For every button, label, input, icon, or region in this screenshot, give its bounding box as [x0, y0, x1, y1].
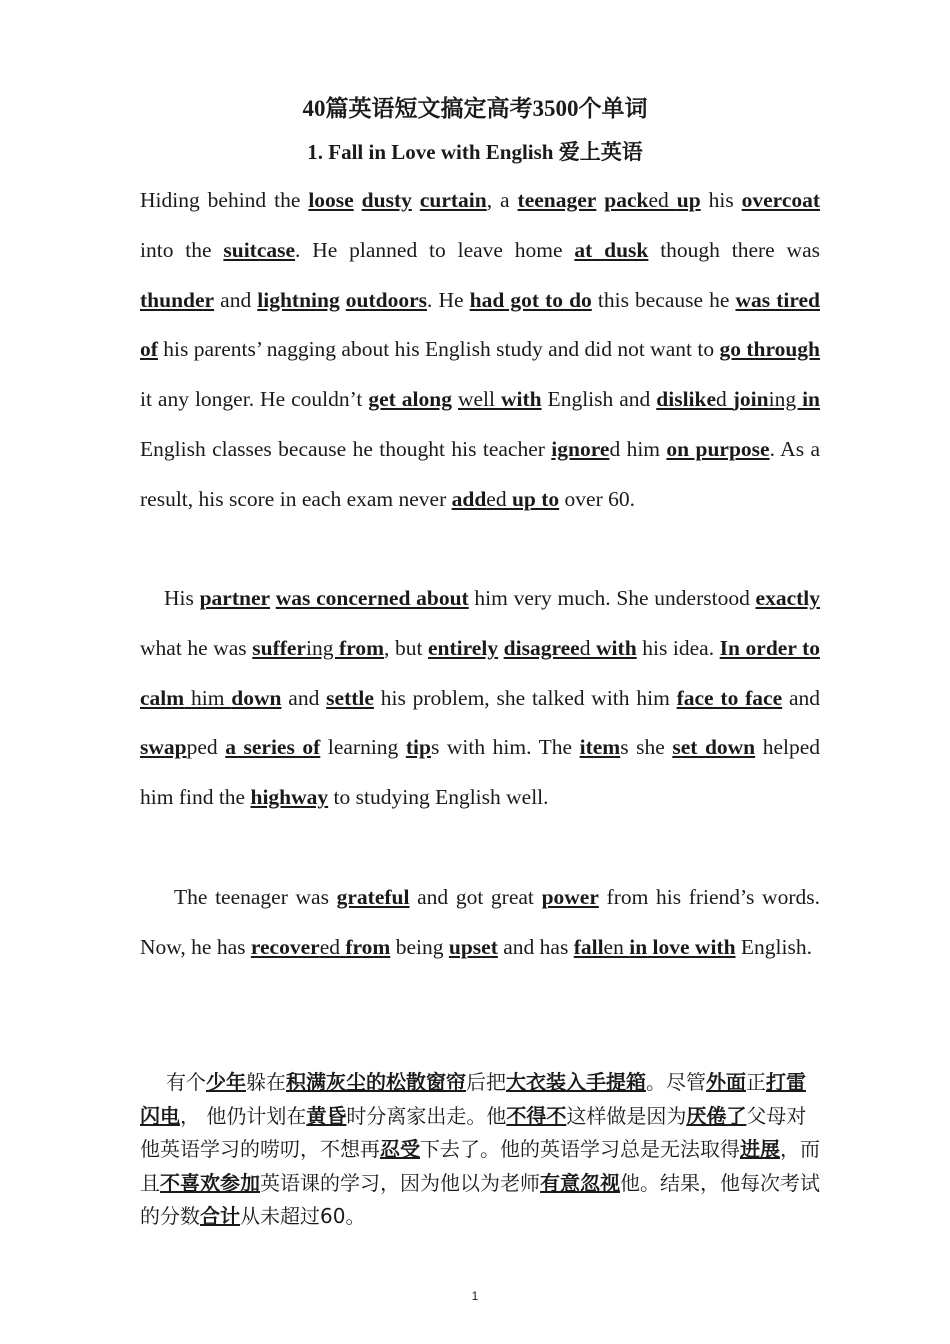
vocab-keyword: outdoors — [345, 287, 428, 312]
vocab-keyword: fall — [573, 934, 604, 959]
vocab-keyword: up to — [511, 486, 560, 511]
body-text: from his friend’s words. Now, he has — [140, 885, 820, 959]
body-text: ， 他仍计划在 — [180, 1103, 307, 1128]
page-number: 1 — [471, 1289, 479, 1303]
vocab-keyword: had got to do — [469, 287, 592, 312]
body-text: s with him. The — [430, 735, 580, 760]
body-text: 他。结果，他每次考试的分数 — [140, 1170, 820, 1228]
underlined-text: him — [184, 685, 232, 710]
vocab-keyword: tip — [405, 735, 431, 760]
vocab-keyword: on purpose — [666, 436, 770, 461]
lesson-subtitle: 1. Fall in Love with English 爱上英语 — [307, 140, 643, 164]
vocab-keyword: face to face — [676, 685, 783, 710]
vocab-keyword: was tired of — [140, 287, 820, 362]
vocab-keyword: settle — [326, 685, 374, 710]
body-text: 有个 — [166, 1070, 206, 1094]
body-text: and — [782, 685, 821, 710]
vocab-keyword: 有意忽视 — [540, 1170, 620, 1195]
body-text: The teenager was — [174, 885, 337, 909]
body-text: 后把 — [466, 1070, 506, 1094]
vocab-keyword: calm — [140, 685, 185, 710]
vocab-keyword: teenager — [517, 188, 597, 212]
body-text: d him — [609, 436, 667, 461]
body-text: . As a result, his score in each exam never — [140, 436, 820, 511]
vocab-keyword: suffer — [252, 635, 306, 660]
vocab-keyword: up — [676, 188, 701, 212]
body-text: , a — [486, 188, 518, 212]
body-text: 躲在 — [246, 1070, 286, 1094]
body-text: 父母对他英语学习的唠叨，不想再 — [140, 1103, 807, 1161]
body-text: him very much. She understood — [468, 586, 756, 610]
vocab-keyword: from — [339, 635, 385, 660]
vocab-keyword: join — [732, 387, 769, 412]
vocab-keyword: power — [541, 885, 599, 909]
vocab-keyword: 外面 — [706, 1070, 746, 1094]
body-text: though there was — [648, 237, 820, 262]
body-text: Hiding behind the — [140, 188, 309, 212]
vocab-keyword: 打雷闪电 — [140, 1070, 806, 1128]
body-text: what he was — [140, 635, 253, 660]
vocab-keyword: 少年 — [206, 1070, 246, 1094]
vocab-keyword: in — [802, 387, 820, 412]
body-text: 从未超过60。 — [240, 1204, 366, 1228]
vocab-keyword: pack — [604, 188, 649, 212]
chinese-translation — [140, 1066, 820, 1234]
body-text: 这样做是因为 — [566, 1103, 687, 1128]
underlined-text: en — [603, 934, 630, 959]
body-text: 正 — [746, 1070, 766, 1094]
vocab-keyword: entirely — [428, 635, 499, 660]
body-text: and — [281, 685, 327, 710]
vocab-keyword: dislike — [656, 387, 717, 412]
body-text: his parents’ nagging about his English study and did not want to — [157, 337, 720, 362]
body-text: English. — [735, 934, 812, 959]
underlined-text: ed — [319, 934, 346, 959]
vocab-keyword: from — [345, 934, 391, 959]
body-text: his — [700, 188, 742, 212]
vocab-keyword: down — [231, 685, 282, 710]
body-text: and has — [497, 934, 574, 959]
vocab-keyword: overcoat — [741, 188, 821, 212]
vocab-keyword: in — [629, 934, 648, 959]
vocab-keyword: 厌倦了 — [686, 1103, 747, 1128]
body-text: and — [214, 287, 258, 312]
body-text: over 60. — [559, 486, 635, 511]
vocab-keyword: at dusk — [574, 237, 649, 262]
body-text: s she — [620, 735, 673, 760]
story-paragraph-1 — [140, 176, 820, 525]
vocab-keyword: 合计 — [200, 1204, 240, 1228]
vocab-keyword: add — [451, 486, 487, 511]
vocab-keyword: 忍受 — [380, 1137, 420, 1161]
vocab-keyword: a series of — [225, 735, 321, 760]
body-text: and got great — [409, 885, 542, 909]
underlined-text: ed — [648, 188, 677, 212]
story-paragraph-3 — [140, 873, 820, 973]
body-text: 时分离家出走。他 — [346, 1103, 507, 1128]
vocab-keyword: highway — [250, 785, 329, 810]
underlined-text: d — [716, 387, 733, 412]
document-title: 40篇英语短文搞定高考3500个单词 — [302, 96, 648, 121]
vocab-keyword: item — [579, 735, 621, 760]
vocab-keyword: with — [500, 387, 542, 412]
vocab-keyword: In order to — [719, 635, 820, 660]
underlined-text: ed — [486, 486, 512, 511]
body-text: 下去了。他的英语学习总是无法取得 — [420, 1137, 740, 1161]
vocab-keyword: swap — [140, 735, 187, 760]
body-text: English classes because he thought his teacher — [140, 436, 552, 461]
body-text: into the — [140, 237, 224, 262]
vocab-keyword: get along — [368, 387, 452, 412]
vocab-keyword: recover — [250, 934, 320, 959]
vocab-keyword: 大衣装入手提箱 — [506, 1070, 646, 1094]
story-paragraph-2 — [140, 574, 820, 823]
vocab-keyword: curtain — [419, 188, 487, 212]
body-text — [354, 188, 362, 212]
vocab-keyword: 积满灰尘的松散窗帘 — [286, 1070, 466, 1094]
underlined-text: ing — [305, 635, 340, 660]
body-text: , but — [384, 635, 429, 660]
body-text: 。尽管 — [646, 1070, 706, 1094]
vocab-keyword: 进展 — [740, 1137, 780, 1161]
body-text: learning — [320, 735, 406, 760]
underlined-text: d — [579, 635, 597, 660]
body-text: . He planned to leave home — [295, 237, 575, 262]
vocab-keyword: grateful — [336, 885, 410, 909]
body-text: ，而且 — [140, 1137, 820, 1195]
vocab-keyword: 不喜欢参加 — [160, 1170, 260, 1195]
vocab-keyword: 黄昏 — [306, 1103, 347, 1128]
body-text: English and — [541, 387, 657, 412]
vocab-keyword: love with — [652, 934, 736, 959]
underlined-text: ing — [768, 387, 803, 412]
body-text: his problem, she talked with him — [373, 685, 677, 710]
body-text: this because he — [591, 287, 736, 312]
body-text: His — [164, 586, 200, 610]
vocab-keyword: disagree — [503, 635, 580, 660]
vocab-keyword: ignore — [551, 436, 610, 461]
body-text: it any longer. He couldn’t — [140, 387, 369, 412]
vocab-keyword: set down — [672, 735, 756, 760]
vocab-keyword: upset — [448, 934, 498, 959]
body-text: being — [390, 934, 449, 959]
vocab-keyword: exactly — [755, 586, 820, 610]
underlined-text: well — [457, 387, 501, 412]
body-text: helped him find the — [140, 735, 820, 810]
vocab-keyword: lightning — [257, 287, 340, 312]
body-text: 英语课的学习，因为他以为老师 — [260, 1170, 540, 1195]
vocab-keyword: thunder — [140, 287, 215, 312]
vocab-keyword: was concerned about — [275, 586, 469, 610]
vocab-keyword: dusty — [361, 188, 412, 212]
vocab-keyword: go through — [719, 337, 821, 362]
vocab-keyword: loose — [308, 188, 354, 212]
vocab-keyword: suitcase — [223, 237, 296, 262]
vocab-keyword: with — [596, 635, 637, 660]
body-text: his idea. — [636, 635, 720, 660]
body-text: . He — [427, 287, 470, 312]
vocab-keyword: partner — [199, 586, 271, 610]
body-text: ped — [186, 735, 226, 760]
vocab-keyword: 不得不 — [506, 1103, 567, 1128]
body-text — [412, 188, 420, 212]
body-text: to studying English well. — [328, 785, 549, 810]
